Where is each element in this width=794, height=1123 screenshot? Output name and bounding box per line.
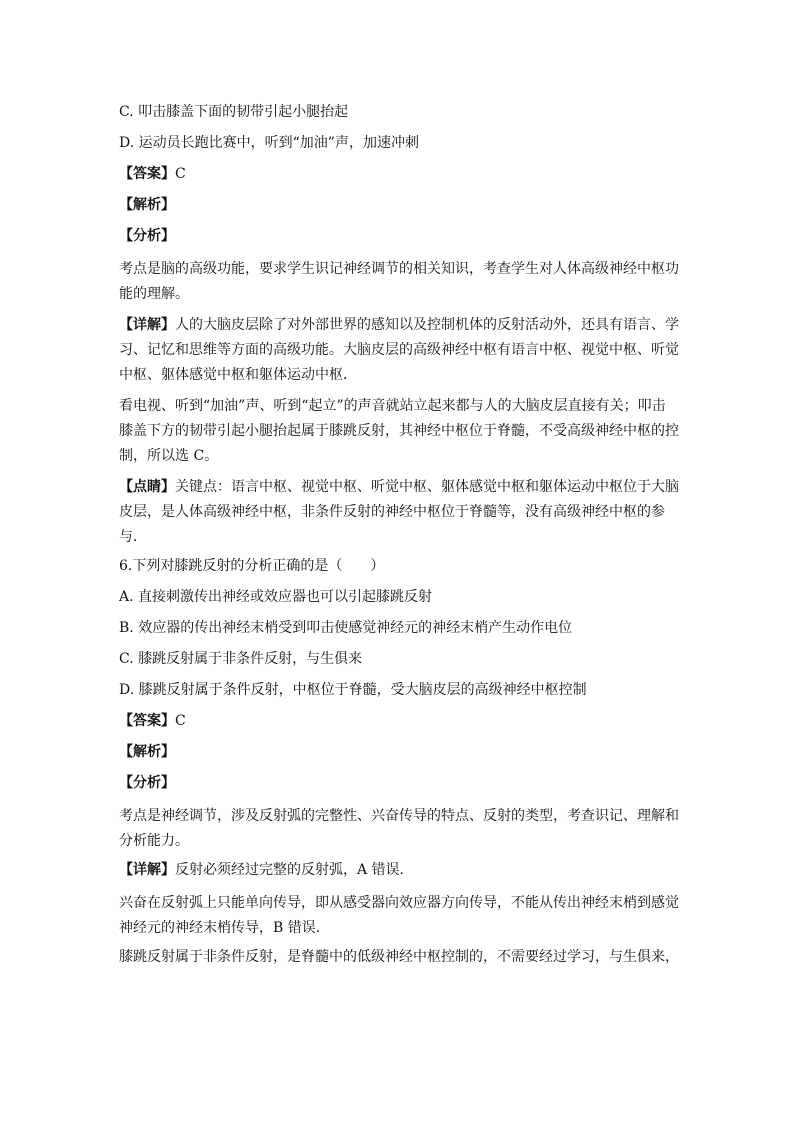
q6-detail [119,860,679,891]
q6-option-c: C. 膝跳反射属于非条件反射，与生俱来 [119,651,363,667]
q5-analysis-text: 考点是脑的高级功能，要求学生识记神经调节的相关知识，考查学生对人体高级神经中枢功能的理解。 [119,261,679,302]
detail-text: 反射必须经过完整的反射弧，A 错误. [175,862,405,878]
answer-value: C [175,713,186,729]
q6-detail-3: 膝跳反射属于非条件反射，是脊髓中的低级神经中枢控制的，不需要经过学习，与生俱来， [119,949,679,965]
q5-option-c: C. 叩击膝盖下面的韧带引起小腿抬起 [119,104,349,120]
detail-tag: 【详解】 [119,862,175,878]
q5-jiexi-heading: 【解析】 [119,197,175,213]
q6-option-d: D. 膝跳反射属于条件反射，中枢位于脊髓，受大脑皮层的高级神经中枢控制 [119,682,587,698]
q6-jiexi-heading: 【解析】 [119,744,175,760]
answer-tag: 【答案】 [119,713,175,729]
point-text: 关键点：语言中枢、视觉中枢、听觉中枢、躯体感觉中枢和躯体运动中枢位于大脑皮层，是人体高级神经中枢，非条件反射的神经中枢位于脊髓等，没有高级神经中枢的参与． [119,479,679,545]
answer-tag: 【答案】 [119,166,175,182]
q6-analysis-text: 考点是神经调节，涉及反射弧的完整性、兴奋传导的特点、反射的类型，考查识记、理解和分析能力。 [119,808,679,849]
q6-fenxi-heading: 【分析】 [119,775,175,791]
detail-tag: 【详解】 [119,317,175,333]
q6-detail-2: 兴奋在反射弧上只能单向传导，即从感受器向效应器方向传导，不能从传出神经末梢到感觉神经元的神经末梢传导，B 错误. [119,895,679,936]
detail-text: 人的大脑皮层除了对外部世界的感知以及控制机体的反射活动外，还具有语言、学习、记忆和思维等方面的高级功能。大脑皮层的高级神经中枢有语言中枢、视觉中枢、听觉中枢、躯体感觉中枢和躯体运动中枢． [119,317,679,383]
q5-option-d: D. 运动员长跑比赛中，听到“加油”声，加速冲刺 [119,135,419,151]
point-tag: 【点睛】 [119,479,175,495]
q5-answer [119,164,679,195]
document-page [119,102,679,978]
answer-value: C [175,166,186,182]
q5-fenxi-heading: 【分析】 [119,228,175,244]
q5-detail-2: 看电视、听到“加油”声、听到“起立”的声音就站立起来都与人的大脑皮层直接有关；叩击膝盖下方的韧带引起小腿抬起属于膝跳反射，其神经中枢位于脊髓，不受高级神经中枢的控制，所以选 C。 [119,398,679,464]
q6-answer [119,711,679,742]
q6-option-b: B. 效应器的传出神经末梢受到叩击使感觉神经元的神经末梢产生动作电位 [119,620,573,636]
q6-option-a: A. 直接刺激传出神经或效应器也可以引起膝跳反射 [119,589,433,605]
q5-point [119,475,679,550]
q6-stem: 6.下列对膝跳反射的分析正确的是（ ） [119,558,385,574]
q5-detail [119,313,679,388]
